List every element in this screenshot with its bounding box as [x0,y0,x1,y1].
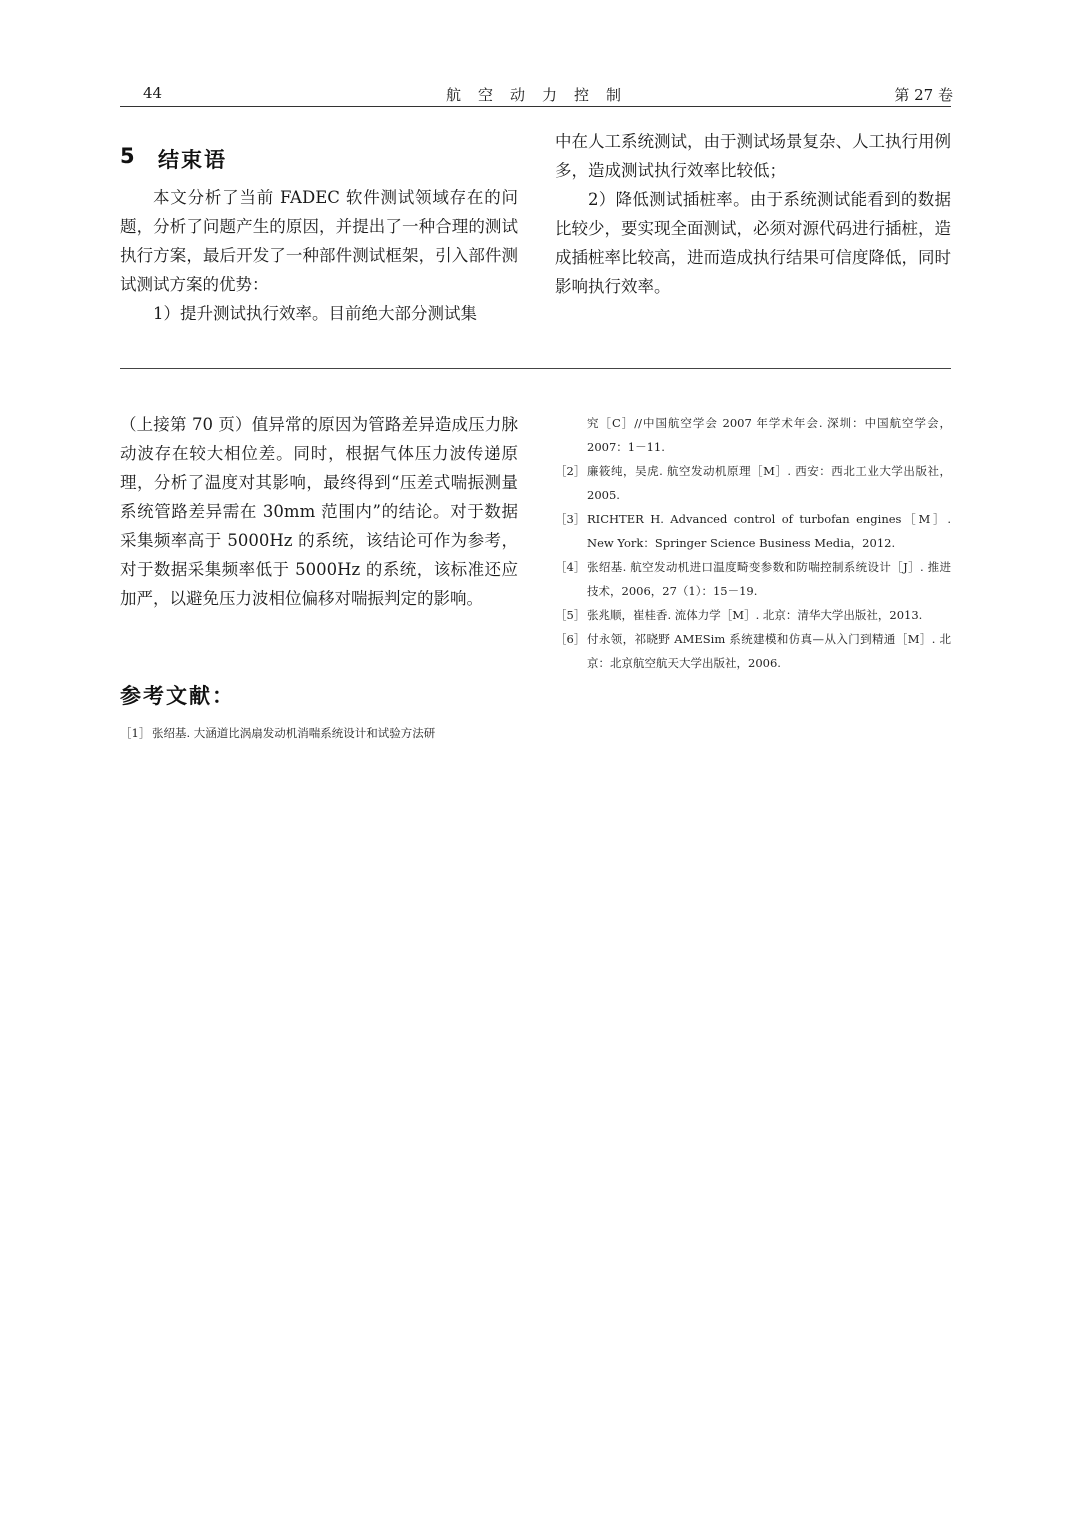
conclusion-paragraph-1: 本文分析了当前 FADEC 软件测试领域存在的问题，分析了问题产生的原因，并提出了一种合理的测试执行方案，最后开发了一种部件测试框架，引入部件测试测试方案的优势： [120,188,518,294]
reference-2 [555,459,951,507]
section-divider [120,368,951,369]
section-title: 结束语 [158,148,227,172]
volume-label: 第 27 卷 [894,86,953,104]
reference-4 [555,555,951,603]
reference-text: 张绍基. 航空发动机进口温度畸变参数和防喘控制系统设计［J］. 推进技术，2006，27（1）：15－19. [587,560,951,598]
reference-text: 张兆顺，崔桂香. 流体力学［M］. 北京：清华大学出版社，2013. [587,608,923,622]
reference-number: ［4］ [555,560,586,574]
reference-3 [555,507,951,555]
reference-number: ［6］ [555,632,586,646]
section-number: 5 [120,144,135,168]
continued-article-column [120,410,518,613]
reference-number: ［1］ [120,726,151,740]
conclusion-paragraph-2: 1）提升测试执行效率。目前绝大部分测试集 [153,304,477,323]
reference-text: 付永领，祁晓野 AMESim 系统建模和仿真—从入门到精通［M］. 北京：北京航空航天大学出版社，2006. [587,632,951,670]
conclusion-right-column [555,127,951,301]
conclusion-left-column [120,183,518,328]
reference-number: ［5］ [555,608,586,622]
conclusion-paragraph-3: 2）降低测试插桩率。由于系统测试能看到的数据比较少，要实现全面测试，必须对源代码进行插桩，造成插桩率比较高，进而造成执行结果可信度降低，同时影响执行效率。 [555,190,951,296]
reference-number: ［2］ [555,464,586,478]
journal-title: 航空动力控制 [446,86,639,104]
reference-6 [555,627,951,675]
reference-list [555,411,951,675]
reference-text: 廉筱纯，吴虎. 航空发动机原理［M］. 西安：西北工业大学出版社，2005. [587,464,951,502]
reference-text: RICHTER H. Advanced control of turbofan engines［M］. New York：Springer Science Business Media，2012. [587,512,951,550]
reference-5 [555,603,951,627]
references-title: 参考文献： [120,684,235,708]
header-rule [120,106,951,107]
reference-text: 张绍基. 大涵道比涡扇发动机消喘系统设计和试验方法研 [152,726,436,740]
continued-paragraph: （上接第 70 页）值异常的原因为管路差异造成压力脉动波存在较大相位差。同时，根据气体压力波传递原理，分析了温度对其影响，最终得到“压差式喘振测量系统管路差异需在 30mm 范围内”的结论。对于数据采集频率高于 5000Hz 的系统，该结论可作为参考，对于数据采集频率低于 5000Hz 的系统，该标准还应加严，以避免压力波相位偏移对喘振判定的影响。 [120,415,518,608]
reference-number: ［3］ [555,512,586,526]
conclusion-paragraph-2-cont: 中在人工系统测试，由于测试场景复杂、人工执行用例多，造成测试执行效率比较低； [555,132,951,180]
page-number: 44 [143,84,163,102]
reference-1 [120,721,520,745]
reference-1-continued: 究［C］//中国航空学会 2007 年学术年会. 深圳：中国航空学会，2007：1－11. [587,416,951,454]
